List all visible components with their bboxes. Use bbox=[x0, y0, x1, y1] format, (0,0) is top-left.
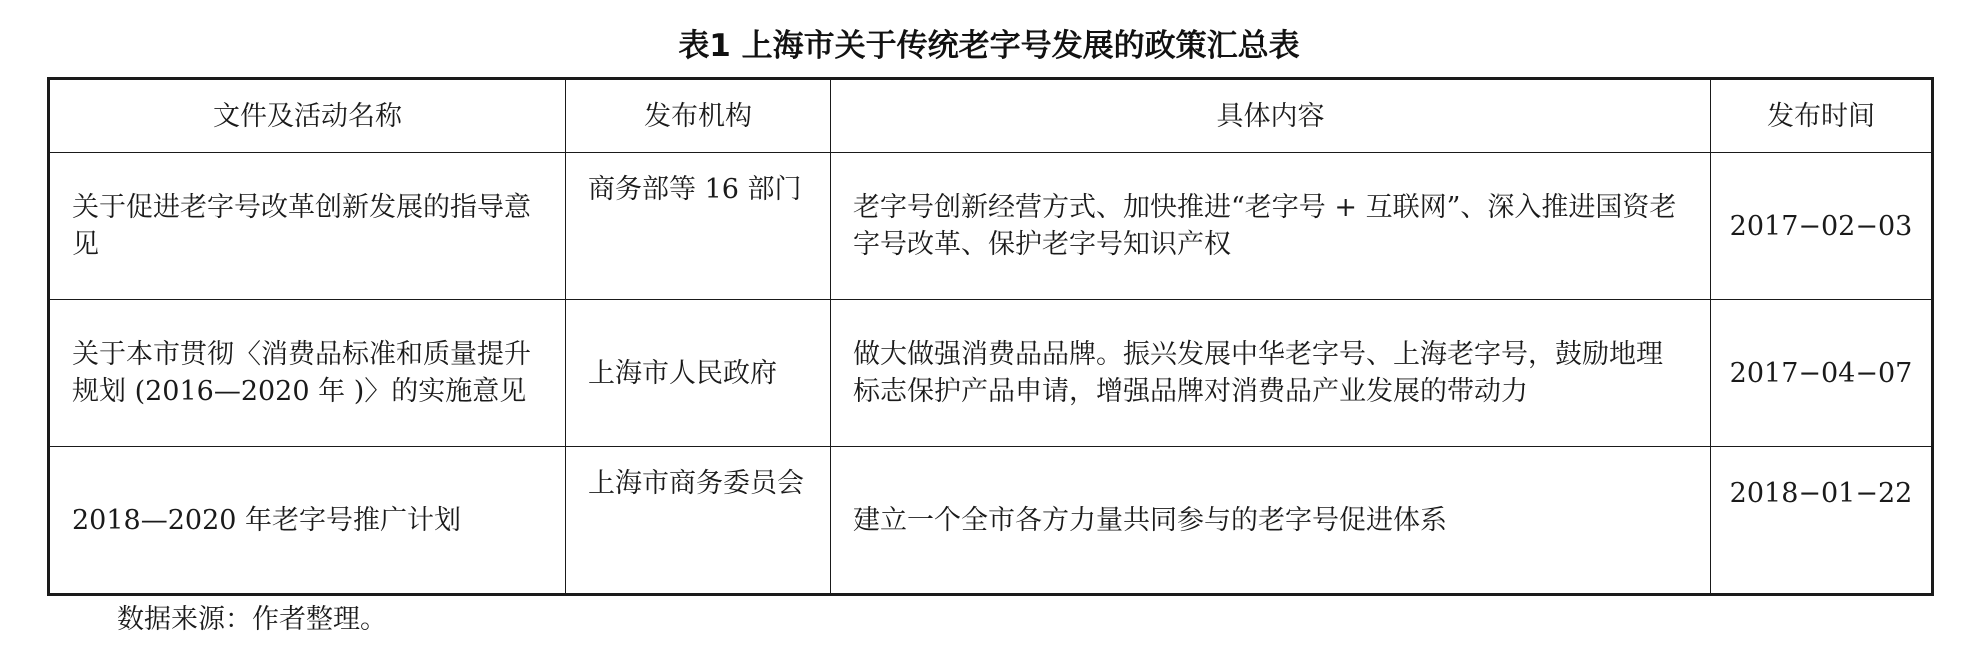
header-row bbox=[49, 79, 1933, 153]
issuing-agency-cell: 商务部等 16 部门 bbox=[566, 153, 831, 300]
header-release-date: 发布时间 bbox=[1711, 79, 1933, 153]
release-date-cell: 2018−01−22 bbox=[1711, 447, 1933, 595]
header-document-name: 文件及活动名称 bbox=[49, 79, 566, 153]
document-name-cell: 关于本市贯彻〈消费品标准和质量提升规划 (2016—2020 年 )〉的实施意见 bbox=[49, 300, 566, 447]
header-content: 具体内容 bbox=[831, 79, 1711, 153]
data-source-note: 数据来源：作者整理。 bbox=[117, 604, 387, 635]
release-date-cell: 2017−04−07 bbox=[1711, 300, 1933, 447]
table-row bbox=[49, 300, 1933, 447]
issuing-agency-cell: 上海市商务委员会 bbox=[566, 447, 831, 595]
content-cell: 做大做强消费品品牌。振兴发展中华老字号、上海老字号，鼓励地理标志保护产品申请，增强品牌对消费品产业发展的带动力 bbox=[831, 300, 1711, 447]
document-name-cell: 关于促进老字号改革创新发展的指导意见 bbox=[49, 153, 566, 300]
document-name-cell: 2018—2020 年老字号推广计划 bbox=[49, 447, 566, 595]
release-date-cell: 2017−02−03 bbox=[1711, 153, 1933, 300]
table-row bbox=[49, 447, 1933, 595]
content-cell: 老字号创新经营方式、加快推进“老字号 + 互联网”、深入推进国资老字号改革、保护老字号知识产权 bbox=[831, 153, 1711, 300]
policy-summary-table bbox=[47, 77, 1934, 596]
table-row bbox=[49, 153, 1933, 300]
header-issuing-agency: 发布机构 bbox=[566, 79, 831, 153]
table-caption: 表1 上海市关于传统老字号发展的政策汇总表 bbox=[678, 28, 1300, 64]
content-cell: 建立一个全市各方力量共同参与的老字号促进体系 bbox=[831, 447, 1711, 595]
issuing-agency-cell: 上海市人民政府 bbox=[566, 300, 831, 447]
